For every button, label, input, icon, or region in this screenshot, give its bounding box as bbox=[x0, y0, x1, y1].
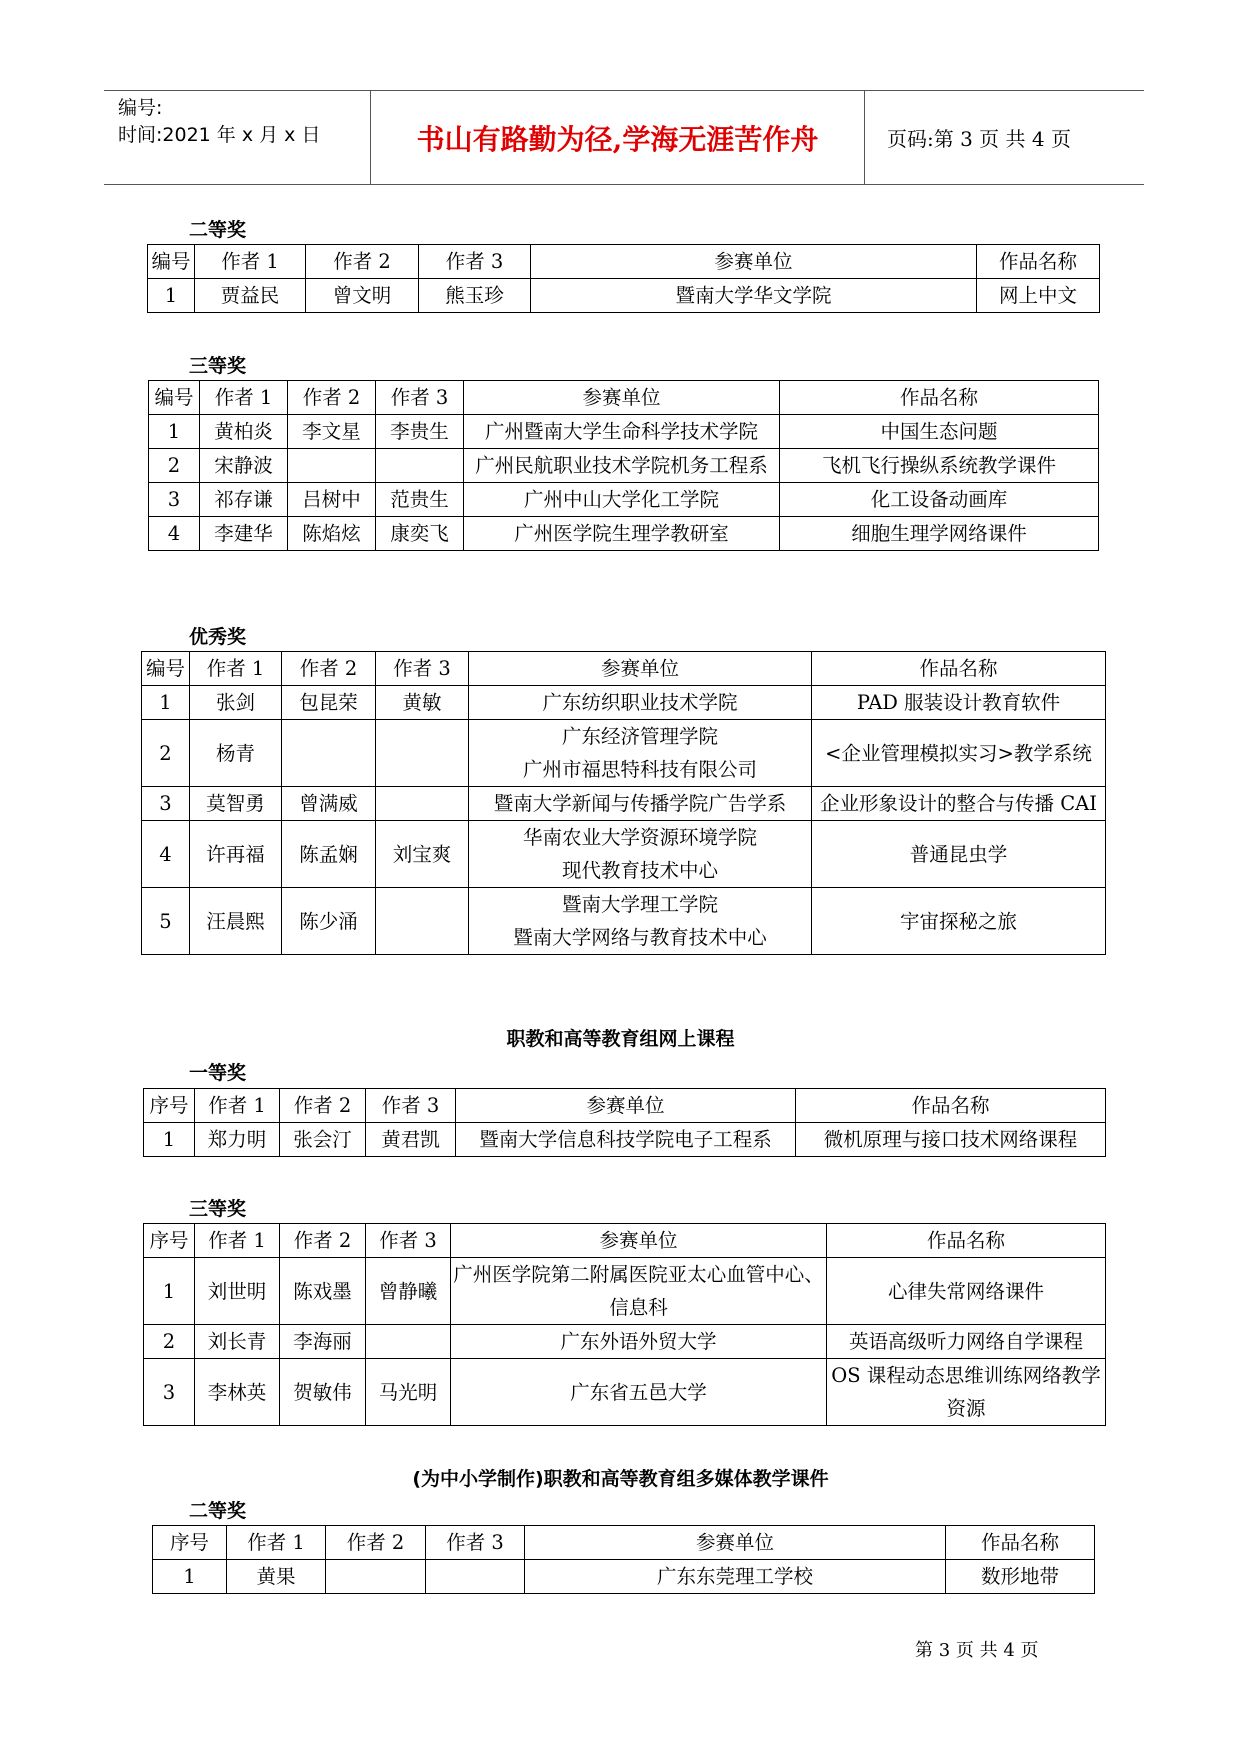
table-header-row bbox=[142, 652, 1106, 686]
table-row bbox=[144, 1359, 1106, 1426]
column-header: 序号 bbox=[153, 1526, 227, 1560]
table-cell: 杨青 bbox=[190, 720, 282, 787]
table-cell: 暨南大学理工学院 暨南大学网络与教育技术中心 bbox=[469, 888, 812, 955]
award-table bbox=[152, 1525, 1095, 1594]
table-cell: PAD 服装设计教育软件 bbox=[812, 686, 1106, 720]
table-cell: 细胞生理学网络课件 bbox=[780, 517, 1099, 551]
table-cell: 黄柏炎 bbox=[200, 415, 288, 449]
table-cell: 黄果 bbox=[227, 1560, 326, 1594]
table-cell: 广州医学院第二附属医院亚太心血管中心、信息科 bbox=[451, 1258, 827, 1325]
column-header: 作者 3 bbox=[376, 652, 469, 686]
table-cell: 郑力明 bbox=[195, 1123, 280, 1157]
table-cell: 企业形象设计的整合与传播 CAI bbox=[812, 787, 1106, 821]
number-label: 编号: bbox=[118, 97, 163, 119]
table-row bbox=[142, 888, 1106, 955]
table-cell: 2 bbox=[149, 449, 200, 483]
table-cell: 刘长青 bbox=[195, 1325, 280, 1359]
table-cell bbox=[288, 449, 376, 483]
table-cell: 康奕飞 bbox=[376, 517, 464, 551]
section-title: 优秀奖 bbox=[189, 626, 247, 648]
table-cell: 汪晨熙 bbox=[190, 888, 282, 955]
table-cell: 数形地带 bbox=[946, 1560, 1095, 1594]
award-table bbox=[148, 380, 1099, 551]
table-cell: 莫智勇 bbox=[190, 787, 282, 821]
table-cell: 1 bbox=[153, 1560, 227, 1594]
table-cell: 3 bbox=[142, 787, 190, 821]
table-header-row bbox=[149, 381, 1099, 415]
table-cell bbox=[426, 1560, 525, 1594]
column-header: 编号 bbox=[142, 652, 190, 686]
table-cell: 陈戏墨 bbox=[280, 1258, 366, 1325]
column-header: 编号 bbox=[148, 245, 195, 279]
table-cell: 陈孟娴 bbox=[282, 821, 376, 888]
table-cell: 1 bbox=[144, 1123, 195, 1157]
column-header: 作者 2 bbox=[306, 245, 419, 279]
table-row bbox=[142, 821, 1106, 888]
table-cell: 5 bbox=[142, 888, 190, 955]
table-cell: 刘世明 bbox=[195, 1258, 280, 1325]
table-cell: 1 bbox=[148, 279, 195, 313]
award-table bbox=[143, 1223, 1106, 1426]
table-row bbox=[142, 686, 1106, 720]
motto: 书山有路勤为径,学海无涯苦作舟 bbox=[371, 91, 865, 184]
table-cell: 心律失常网络课件 bbox=[827, 1258, 1106, 1325]
table-cell: 陈焰炫 bbox=[288, 517, 376, 551]
table-cell: 4 bbox=[149, 517, 200, 551]
section-title: 二等奖 bbox=[189, 1500, 247, 1522]
column-header: 作者 3 bbox=[366, 1224, 451, 1258]
section-title: 二等奖 bbox=[189, 219, 247, 241]
table-cell: 曾满威 bbox=[282, 787, 376, 821]
column-header: 作者 2 bbox=[282, 652, 376, 686]
table-cell: 广东经济管理学院 广州市福思特科技有限公司 bbox=[469, 720, 812, 787]
table-cell: 李文星 bbox=[288, 415, 376, 449]
award-table bbox=[141, 651, 1106, 955]
table-cell: 包昆荣 bbox=[282, 686, 376, 720]
column-header: 作者 3 bbox=[376, 381, 464, 415]
table-cell: 化工设备动画库 bbox=[780, 483, 1099, 517]
column-header: 作者 1 bbox=[227, 1526, 326, 1560]
table-row bbox=[144, 1123, 1106, 1157]
column-header: 作者 1 bbox=[195, 1224, 280, 1258]
table-header-row bbox=[153, 1526, 1095, 1560]
table-cell: 中国生态问题 bbox=[780, 415, 1099, 449]
column-header: 作品名称 bbox=[812, 652, 1106, 686]
table-cell: 贺敏伟 bbox=[280, 1359, 366, 1426]
table-cell: <企业管理模拟实习>教学系统 bbox=[812, 720, 1106, 787]
table-cell: 黄敏 bbox=[376, 686, 469, 720]
table-cell: 祁存谦 bbox=[200, 483, 288, 517]
section-title: 三等奖 bbox=[189, 355, 247, 377]
column-header: 参赛单位 bbox=[451, 1224, 827, 1258]
table-cell: 广东外语外贸大学 bbox=[451, 1325, 827, 1359]
column-header: 作者 1 bbox=[195, 1089, 280, 1123]
table-cell: 李贵生 bbox=[376, 415, 464, 449]
table-cell bbox=[326, 1560, 426, 1594]
table-row bbox=[149, 483, 1099, 517]
table-header-row bbox=[144, 1089, 1106, 1123]
table-cell: 广州暨南大学生命科学技术学院 bbox=[464, 415, 780, 449]
page-label: 页码:第 3 页 共 4 页 bbox=[887, 127, 1071, 151]
table-row bbox=[149, 517, 1099, 551]
table-cell: 3 bbox=[149, 483, 200, 517]
column-header: 作者 3 bbox=[366, 1089, 456, 1123]
award-table bbox=[143, 1088, 1106, 1157]
table-cell: 广东东莞理工学校 bbox=[525, 1560, 946, 1594]
table-cell: 1 bbox=[149, 415, 200, 449]
table-cell: 李建华 bbox=[200, 517, 288, 551]
column-header: 参赛单位 bbox=[525, 1526, 946, 1560]
table-cell: 4 bbox=[142, 821, 190, 888]
table-cell: 曾静曦 bbox=[366, 1258, 451, 1325]
table-cell: 李林英 bbox=[195, 1359, 280, 1426]
section-title: 一等奖 bbox=[189, 1062, 247, 1084]
table-cell bbox=[376, 449, 464, 483]
column-header: 作品名称 bbox=[977, 245, 1100, 279]
table-cell: 刘宝爽 bbox=[376, 821, 469, 888]
table-cell: 曾文明 bbox=[306, 279, 419, 313]
table-cell: 宇宙探秘之旅 bbox=[812, 888, 1106, 955]
table-cell bbox=[376, 888, 469, 955]
table-cell: 普通昆虫学 bbox=[812, 821, 1106, 888]
column-header: 作品名称 bbox=[796, 1089, 1106, 1123]
column-header: 作者 1 bbox=[200, 381, 288, 415]
group-title: (为中小学制作)职教和高等教育组多媒体教学课件 bbox=[412, 1468, 829, 1490]
column-header: 作者 2 bbox=[288, 381, 376, 415]
table-cell: 贾益民 bbox=[195, 279, 306, 313]
column-header: 作者 3 bbox=[426, 1526, 525, 1560]
page-header bbox=[104, 90, 1144, 185]
column-header: 序号 bbox=[144, 1224, 195, 1258]
table-cell: 熊玉珍 bbox=[419, 279, 531, 313]
table-cell: 飞机飞行操纵系统教学课件 bbox=[780, 449, 1099, 483]
table-cell: 广州中山大学化工学院 bbox=[464, 483, 780, 517]
table-cell: 英语高级听力网络自学课程 bbox=[827, 1325, 1106, 1359]
table-cell: 张会汀 bbox=[280, 1123, 366, 1157]
table-cell: 3 bbox=[144, 1359, 195, 1426]
column-header: 参赛单位 bbox=[469, 652, 812, 686]
table-cell: 暨南大学信息科技学院电子工程系 bbox=[456, 1123, 796, 1157]
table-cell: 宋静波 bbox=[200, 449, 288, 483]
table-cell: 广州民航职业技术学院机务工程系 bbox=[464, 449, 780, 483]
date-label: 时间:2021 年 x 月 x 日 bbox=[118, 124, 321, 146]
table-header-row bbox=[148, 245, 1100, 279]
table-cell: 2 bbox=[144, 1325, 195, 1359]
table-cell: 广东纺织职业技术学院 bbox=[469, 686, 812, 720]
table-row bbox=[149, 449, 1099, 483]
table-row bbox=[149, 415, 1099, 449]
table-row bbox=[142, 720, 1106, 787]
table-row bbox=[153, 1560, 1095, 1594]
column-header: 作者 2 bbox=[280, 1224, 366, 1258]
table-cell: 华南农业大学资源环境学院 现代教育技术中心 bbox=[469, 821, 812, 888]
table-cell bbox=[282, 720, 376, 787]
column-header: 作者 2 bbox=[326, 1526, 426, 1560]
table-cell: 吕树中 bbox=[288, 483, 376, 517]
column-header: 参赛单位 bbox=[456, 1089, 796, 1123]
column-header: 作者 1 bbox=[190, 652, 282, 686]
table-cell: 张剑 bbox=[190, 686, 282, 720]
table-cell: OS 课程动态思维训练网络教学资源 bbox=[827, 1359, 1106, 1426]
table-cell: 1 bbox=[142, 686, 190, 720]
column-header: 作者 2 bbox=[280, 1089, 366, 1123]
column-header: 序号 bbox=[144, 1089, 195, 1123]
table-row bbox=[144, 1258, 1106, 1325]
header-left bbox=[104, 91, 371, 184]
column-header: 作品名称 bbox=[827, 1224, 1106, 1258]
table-cell bbox=[366, 1325, 451, 1359]
table-header-row bbox=[144, 1224, 1106, 1258]
table-cell: 许再福 bbox=[190, 821, 282, 888]
table-cell: 范贵生 bbox=[376, 483, 464, 517]
table-cell: 1 bbox=[144, 1258, 195, 1325]
table-cell: 微机原理与接口技术网络课程 bbox=[796, 1123, 1106, 1157]
table-cell: 陈少涌 bbox=[282, 888, 376, 955]
page-footer: 第 3 页 共 4 页 bbox=[915, 1640, 1039, 1661]
column-header: 作品名称 bbox=[780, 381, 1099, 415]
column-header: 参赛单位 bbox=[531, 245, 977, 279]
table-cell: 网上中文 bbox=[977, 279, 1100, 313]
table-cell: 广东省五邑大学 bbox=[451, 1359, 827, 1426]
column-header: 作者 3 bbox=[419, 245, 531, 279]
column-header: 作品名称 bbox=[946, 1526, 1095, 1560]
table-cell bbox=[376, 787, 469, 821]
table-cell: 广州医学院生理学教研室 bbox=[464, 517, 780, 551]
table-cell: 暨南大学新闻与传播学院广告学系 bbox=[469, 787, 812, 821]
column-header: 编号 bbox=[149, 381, 200, 415]
column-header: 参赛单位 bbox=[464, 381, 780, 415]
group-title: 职教和高等教育组网上课程 bbox=[506, 1028, 735, 1050]
section-title: 三等奖 bbox=[189, 1198, 247, 1220]
table-cell: 2 bbox=[142, 720, 190, 787]
table-cell: 李海丽 bbox=[280, 1325, 366, 1359]
table-cell: 暨南大学华文学院 bbox=[531, 279, 977, 313]
table-cell: 黄君凯 bbox=[366, 1123, 456, 1157]
table-cell bbox=[376, 720, 469, 787]
award-table bbox=[147, 244, 1100, 313]
table-row bbox=[148, 279, 1100, 313]
table-row bbox=[142, 787, 1106, 821]
column-header: 作者 1 bbox=[195, 245, 306, 279]
table-row bbox=[144, 1325, 1106, 1359]
table-cell: 马光明 bbox=[366, 1359, 451, 1426]
